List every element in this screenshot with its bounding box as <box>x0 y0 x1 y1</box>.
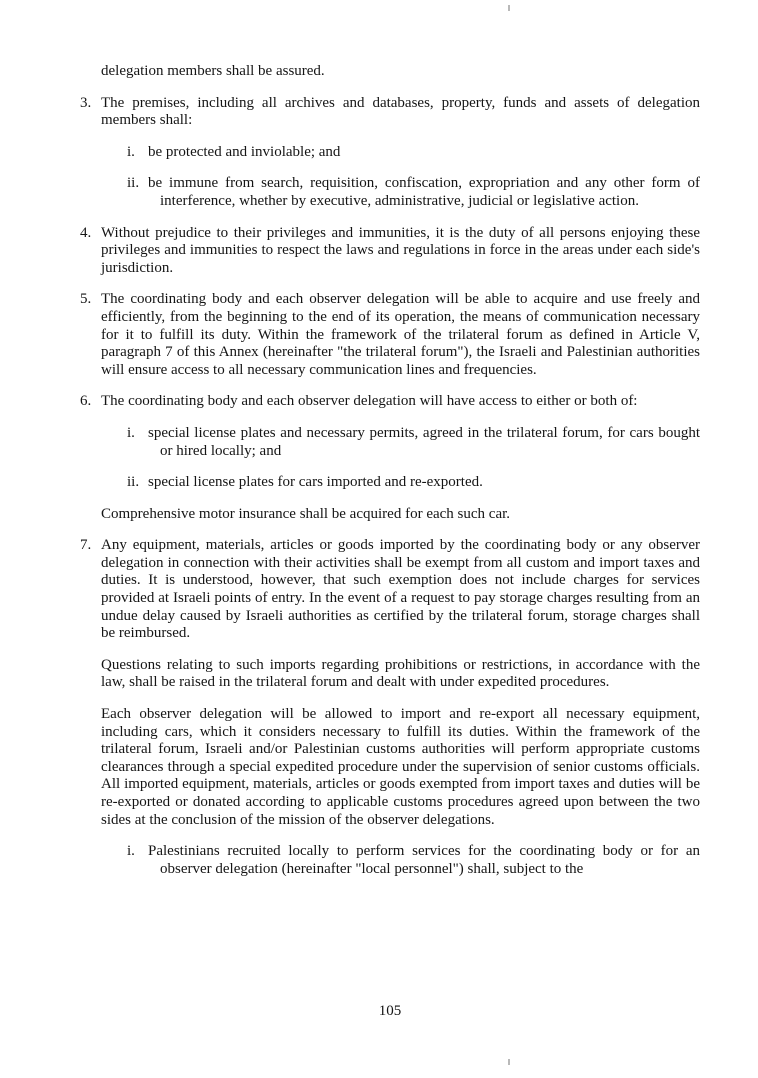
paragraph-continuation: delegation members shall be assured. <box>101 63 325 79</box>
paragraph-text: Without prejudice to their privileges and immunities, it is the duty of all persons enjoying these privileges and immunities to respect the laws and regulations in force in the areas under each side's jurisdiction. <box>101 224 700 276</box>
subitem-3-i <box>127 144 700 162</box>
paragraph-6-note: Comprehensive motor insurance shall be acquired for each such car. <box>101 505 511 522</box>
paragraph-text: The premises, including all archives and databases, property, funds and assets of delegation members shall: <box>101 94 700 129</box>
subitem-6-i <box>127 425 700 460</box>
numbered-paragraph-7 <box>80 537 700 643</box>
subitem-text: special license plates for cars imported and re-exported. <box>148 474 483 491</box>
scan-artifact-bottom <box>508 1059 510 1065</box>
scan-artifact-top <box>508 5 510 11</box>
subitem-6-ii <box>127 474 700 492</box>
paragraph-number: 3. <box>80 94 92 111</box>
paragraph-text: Any equipment, materials, articles or goods imported by the coordinating body or any observer delegation in connection with their activities shall be exempt from all custom and import taxes and duties. It is understood, however, that such exemption does not include charges for services provided at Israeli points of entry. In the event of a request to pay storage charges resulting from an undue delay caused by Israeli authorities as certified by the trilateral forum, storage charges shall be reimbursed. <box>101 537 700 642</box>
paragraph-number: 5. <box>80 291 92 308</box>
paragraph-text: The coordinating body and each observer delegation will have access to either or both of: <box>101 393 638 410</box>
subitem-number: i. <box>127 843 135 860</box>
subitem-text: be protected and inviolable; and <box>148 143 341 160</box>
paragraph-text: The coordinating body and each observer delegation will be able to acquire and use freely and efficiently, from the beginning to the end of its operation, the means of communication necessary for it to fulfill its duty. Within the framework of the trilateral forum as defined in Article V, paragraph 7 of this Annex (hereinafter "the trilateral forum"), the Israeli and Palestinian authorities will ensure access to all necessary communication lines and frequencies. <box>101 291 700 378</box>
paragraph-7-continuation-1: Questions relating to such imports regarding prohibitions or restrictions, in accordance with the law, shall be raised in the trilateral forum and dealt with under expedited procedures. <box>101 656 700 691</box>
subitem-text: be immune from search, requisition, confiscation, expropriation and any other form of interference, whether by executive, administrative, judicial or legislative action. <box>148 175 700 209</box>
paragraph-number: 7. <box>80 537 92 554</box>
paragraph-7-continuation-2: Each observer delegation will be allowed to import and re-export all necessary equipment, including cars, which it considers necessary to fulfill its duties. Within the framework of the trilateral forum, Israeli and/or Palestinian customs authorities will perform appropriate customs clearances through a special expedited procedure under the supervision of senior customs officials. All imported equipment, materials, articles or goods exempted from import taxes and duties will be re-exported or donated according to applicable customs procedures agreed upon between the two sides at the conclusion of the mission of the observer delegations. <box>101 706 700 828</box>
subitem-number: i. <box>127 424 135 441</box>
numbered-paragraph-6 <box>80 393 700 411</box>
subitem-text: Palestinians recruited locally to perform services for the coordinating body or for an observer delegation (hereinafter "local personnel") shall, subject to the <box>148 843 700 877</box>
numbered-paragraph-3 <box>80 95 700 130</box>
subitem-number: ii. <box>127 474 140 491</box>
document-body <box>80 63 700 878</box>
subitem-text: special license plates and necessary permits, agreed in the trilateral forum, for cars bought or hired locally; and <box>148 424 700 459</box>
paragraph-number: 4. <box>80 224 92 241</box>
subitem-number: ii. <box>127 175 140 192</box>
subitem-8-i <box>127 843 700 878</box>
subitem-number: i. <box>127 143 135 160</box>
subitem-3-ii <box>127 175 700 210</box>
numbered-paragraph-5 <box>80 291 700 379</box>
page-number: 105 <box>378 1003 402 1019</box>
numbered-paragraph-4 <box>80 225 700 278</box>
paragraph-number: 6. <box>80 393 92 410</box>
